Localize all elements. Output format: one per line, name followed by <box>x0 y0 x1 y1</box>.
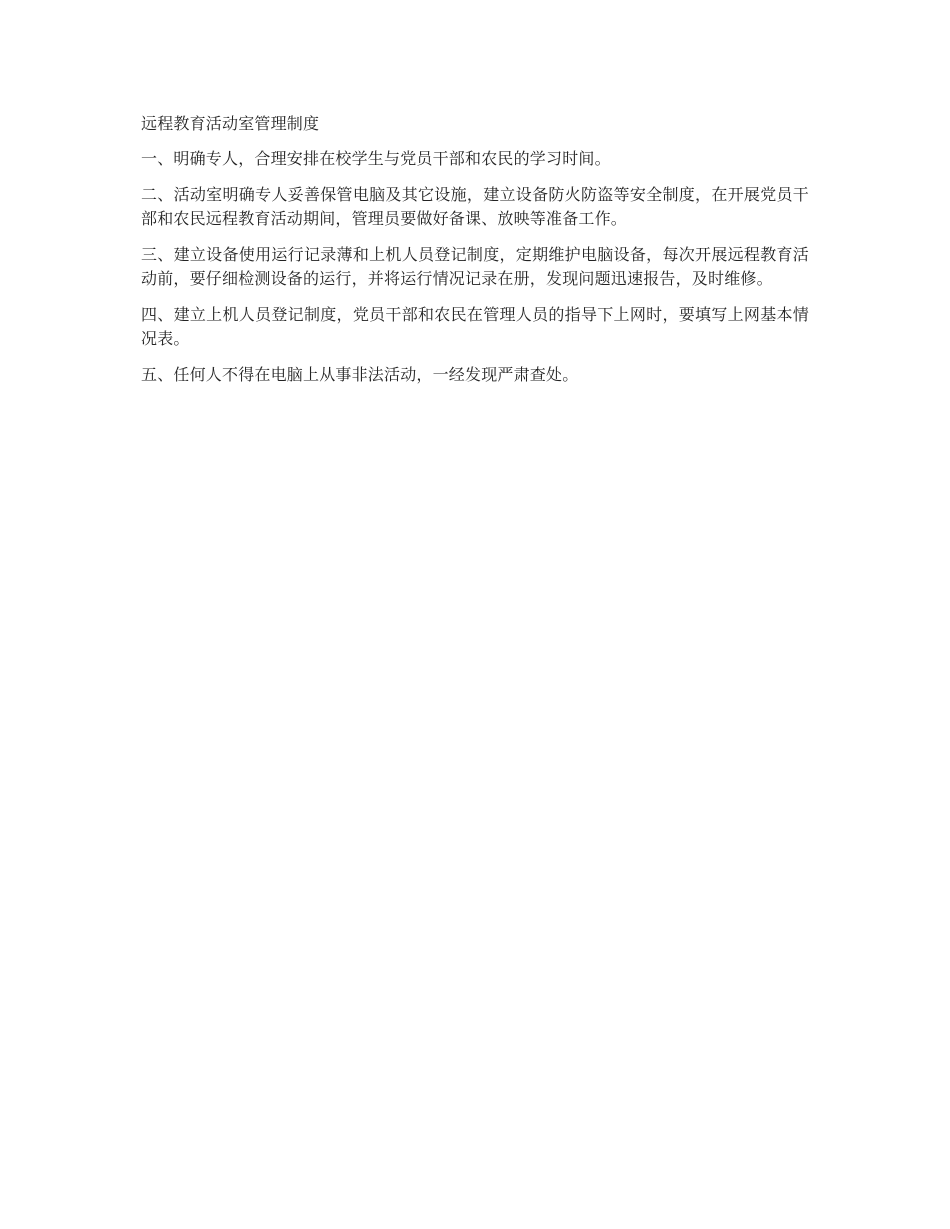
document-title: 远程教育活动室管理制度 <box>141 114 320 133</box>
paragraph-2: 二、活动室明确专人妥善保管电脑及其它设施，建立设备防火防盗等安全制度，在开展党员干部和农民远程教育活动期间，管理员要做好备课、放映等准备工作。 <box>141 185 809 228</box>
document-body <box>141 112 809 399</box>
paragraph-4: 四、建立上机人员登记制度，党员干部和农民在管理人员的指导下上网时，要填写上网基本情况表。 <box>141 305 809 348</box>
paragraph-1: 一、明确专人，合理安排在校学生与党员干部和农民的学习时间。 <box>141 149 611 168</box>
paragraph-5: 五、任何人不得在电脑上从事非法活动，一经发现严肃查处。 <box>141 365 579 384</box>
paragraph-3: 三、建立设备使用运行记录薄和上机人员登记制度，定期维护电脑设备，每次开展远程教育活动前，要仔细检测设备的运行，并将运行情况记录在册，发现问题迅速报告，及时维修。 <box>141 245 809 288</box>
